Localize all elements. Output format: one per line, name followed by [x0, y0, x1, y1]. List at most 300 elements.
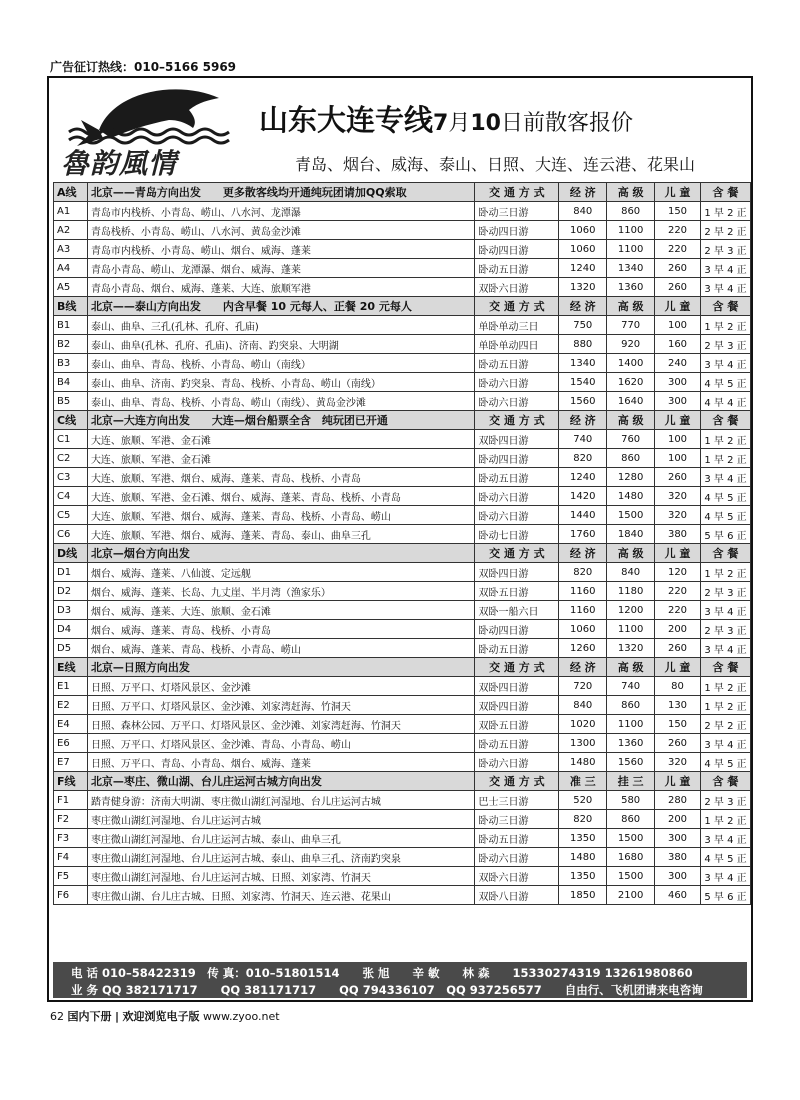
route-itinerary: 日照、森林公园、万平口、灯塔风景区、金沙滩、刘家湾赶海、竹洞天 [87, 715, 475, 734]
route-code: B4 [54, 373, 88, 392]
table-row [54, 278, 751, 297]
meals-included: 3 早 4 正 [700, 259, 750, 278]
price-child: 130 [655, 696, 701, 715]
section-header-row [54, 544, 751, 563]
price-child: 100 [655, 449, 701, 468]
column-header: 准 三 [559, 772, 607, 791]
table-row [54, 563, 751, 582]
meals-included: 4 早 4 正 [700, 392, 750, 411]
table-row [54, 354, 751, 373]
price-child: 260 [655, 734, 701, 753]
meals-included: 1 早 2 正 [700, 449, 750, 468]
table-row [54, 487, 751, 506]
price-economy: 1560 [559, 392, 607, 411]
column-header: 儿 童 [655, 411, 701, 430]
transport-mode: 卧动七日游 [475, 525, 559, 544]
table-row [54, 734, 751, 753]
price-economy: 840 [559, 202, 607, 221]
price-child: 280 [655, 791, 701, 810]
section-header-row [54, 658, 751, 677]
price-premium: 1400 [607, 354, 655, 373]
route-code: F3 [54, 829, 88, 848]
transport-mode: 双卧四日游 [475, 430, 559, 449]
price-premium: 1100 [607, 620, 655, 639]
price-economy: 1240 [559, 259, 607, 278]
table-row [54, 639, 751, 658]
route-code: A1 [54, 202, 88, 221]
transport-mode: 卧动五日游 [475, 354, 559, 373]
column-header: 含 餐 [700, 658, 750, 677]
price-child: 100 [655, 430, 701, 449]
meals-included: 4 早 5 正 [700, 848, 750, 867]
price-child: 200 [655, 810, 701, 829]
column-header: 经 济 [559, 297, 607, 316]
table-row [54, 506, 751, 525]
route-code: C5 [54, 506, 88, 525]
price-premium: 1360 [607, 734, 655, 753]
price-economy: 1350 [559, 867, 607, 886]
column-header: 高 级 [607, 544, 655, 563]
route-itinerary: 枣庄微山湖红河湿地、台儿庄运河古城 [87, 810, 475, 829]
column-header: 儿 童 [655, 297, 701, 316]
section-id: D线 [54, 544, 88, 563]
price-premium: 1100 [607, 221, 655, 240]
route-code: F1 [54, 791, 88, 810]
transport-mode: 巴士三日游 [475, 791, 559, 810]
route-itinerary: 泰山、曲阜、青岛、栈桥、小青岛、崂山（南线）、黄岛金沙滩 [87, 392, 475, 411]
transport-mode: 卧动四日游 [475, 620, 559, 639]
table-row [54, 715, 751, 734]
price-premium: 770 [607, 316, 655, 335]
price-premium: 1840 [607, 525, 655, 544]
price-premium: 1100 [607, 715, 655, 734]
table-row [54, 259, 751, 278]
route-code: D5 [54, 639, 88, 658]
price-child: 80 [655, 677, 701, 696]
transport-mode: 双卧六日游 [475, 278, 559, 297]
transport-mode: 单卧单动四日 [475, 335, 559, 354]
meals-included: 3 早 4 正 [700, 468, 750, 487]
route-itinerary: 大连、旅顺、军港、金石滩、烟台、威海、蓬莱、青岛、栈桥、小青岛 [87, 487, 475, 506]
route-code: C6 [54, 525, 88, 544]
column-header: 儿 童 [655, 544, 701, 563]
section-title: 北京—枣庄、微山湖、台儿庄运河古城方向出发 [87, 772, 475, 791]
table-row [54, 449, 751, 468]
transport-mode: 双卧五日游 [475, 715, 559, 734]
price-premium: 740 [607, 677, 655, 696]
meals-included: 1 早 2 正 [700, 696, 750, 715]
route-itinerary: 日照、万平口、灯塔风景区、金沙滩、刘家湾赶海、竹洞天 [87, 696, 475, 715]
price-child: 320 [655, 753, 701, 772]
column-header: 高 级 [607, 183, 655, 202]
price-child: 300 [655, 373, 701, 392]
column-header: 经 济 [559, 658, 607, 677]
column-header: 经 济 [559, 183, 607, 202]
table-row [54, 696, 751, 715]
meals-included: 1 早 2 正 [700, 430, 750, 449]
column-header: 含 餐 [700, 297, 750, 316]
price-premium: 1320 [607, 639, 655, 658]
route-code: C3 [54, 468, 88, 487]
table-row [54, 392, 751, 411]
route-itinerary: 泰山、曲阜、济南、趵突泉、青岛、栈桥、小青岛、崂山（南线） [87, 373, 475, 392]
column-header: 交 通 方 式 [475, 544, 559, 563]
price-premium: 860 [607, 810, 655, 829]
table-row [54, 791, 751, 810]
meals-included: 2 早 3 正 [700, 240, 750, 259]
price-child: 260 [655, 639, 701, 658]
table-row [54, 468, 751, 487]
price-child: 320 [655, 506, 701, 525]
route-itinerary: 日照、万平口、灯塔风景区、金沙滩 [87, 677, 475, 696]
contact-phone-line: 电 话 010–58422319 传 真：010–51801514 张 旭 辛 敏 林 森 15330274319 13261980860 [71, 966, 693, 980]
route-itinerary: 枣庄微山湖红河湿地、台儿庄运河古城、泰山、曲阜三孔、济南趵突泉 [87, 848, 475, 867]
route-code: E6 [54, 734, 88, 753]
price-child: 300 [655, 829, 701, 848]
route-itinerary: 烟台、威海、蓬莱、青岛、栈桥、小青岛 [87, 620, 475, 639]
column-header: 交 通 方 式 [475, 183, 559, 202]
meals-included: 4 早 5 正 [700, 753, 750, 772]
route-code: B1 [54, 316, 88, 335]
price-economy: 1850 [559, 886, 607, 905]
table-row [54, 829, 751, 848]
column-header: 儿 童 [655, 183, 701, 202]
route-code: D4 [54, 620, 88, 639]
route-code: D1 [54, 563, 88, 582]
price-premium: 840 [607, 563, 655, 582]
destinations-subtitle: 青岛、烟台、威海、泰山、日照、大连、连云港、花果山 [295, 155, 696, 174]
transport-mode: 卧动五日游 [475, 829, 559, 848]
column-header: 儿 童 [655, 772, 701, 791]
route-code: F6 [54, 886, 88, 905]
table-row [54, 886, 751, 905]
price-economy: 1060 [559, 620, 607, 639]
price-child: 260 [655, 259, 701, 278]
route-code: A2 [54, 221, 88, 240]
route-itinerary: 烟台、威海、蓬莱、大连、旅顺、金石滩 [87, 601, 475, 620]
price-economy: 1340 [559, 354, 607, 373]
site-url: www.zyoo.net [203, 1010, 280, 1023]
meals-included: 4 早 5 正 [700, 373, 750, 392]
table-row [54, 753, 751, 772]
route-itinerary: 泰山、曲阜、青岛、栈桥、小青岛、崂山（南线） [87, 354, 475, 373]
meals-included: 3 早 4 正 [700, 829, 750, 848]
price-economy: 1240 [559, 468, 607, 487]
route-code: C4 [54, 487, 88, 506]
price-premium: 1620 [607, 373, 655, 392]
table-row [54, 525, 751, 544]
route-itinerary: 烟台、威海、蓬莱、长岛、九丈崖、半月湾（渔家乐） [87, 582, 475, 601]
price-premium: 1680 [607, 848, 655, 867]
price-economy: 1260 [559, 639, 607, 658]
section-title: 北京——泰山方向出发 内含早餐 10 元每人、正餐 20 元每人 [87, 297, 475, 316]
route-code: E4 [54, 715, 88, 734]
meals-included: 1 早 2 正 [700, 202, 750, 221]
price-child: 460 [655, 886, 701, 905]
price-premium: 1200 [607, 601, 655, 620]
transport-mode: 双卧六日游 [475, 867, 559, 886]
column-header: 挂 三 [607, 772, 655, 791]
price-economy: 1440 [559, 506, 607, 525]
meals-included: 5 早 6 正 [700, 886, 750, 905]
table-row [54, 373, 751, 392]
meals-included: 2 早 3 正 [700, 620, 750, 639]
table-row [54, 221, 751, 240]
section-header-row [54, 183, 751, 202]
route-code: F4 [54, 848, 88, 867]
meals-included: 1 早 2 正 [700, 316, 750, 335]
price-premium: 920 [607, 335, 655, 354]
price-premium: 1500 [607, 506, 655, 525]
table-row [54, 240, 751, 259]
book-name: 国内下册 [67, 1010, 112, 1023]
transport-mode: 卧动四日游 [475, 449, 559, 468]
route-itinerary: 枣庄微山湖红河湿地、台儿庄运河古城、日照、刘家湾、竹洞天 [87, 867, 475, 886]
meals-included: 2 早 2 正 [700, 221, 750, 240]
price-child: 100 [655, 316, 701, 335]
page-title: 山东大连专线7月10日前散客报价 [259, 103, 633, 137]
column-header: 含 餐 [700, 411, 750, 430]
route-code: E1 [54, 677, 88, 696]
price-economy: 1320 [559, 278, 607, 297]
price-premium: 1500 [607, 867, 655, 886]
table-row [54, 677, 751, 696]
column-header: 经 济 [559, 411, 607, 430]
route-code: A4 [54, 259, 88, 278]
route-itinerary: 大连、旅顺、军港、烟台、威海、蓬莱、青岛、栈桥、小青岛、崂山 [87, 506, 475, 525]
route-itinerary: 泰山、曲阜、三孔(孔林、孔府、孔庙) [87, 316, 475, 335]
route-code: E7 [54, 753, 88, 772]
price-premium: 1360 [607, 278, 655, 297]
price-economy: 1540 [559, 373, 607, 392]
route-itinerary: 枣庄微山湖、台儿庄古城、日照、刘家湾、竹洞天、连云港、花果山 [87, 886, 475, 905]
route-itinerary: 烟台、威海、蓬莱、青岛、栈桥、小青岛、崂山 [87, 639, 475, 658]
price-child: 160 [655, 335, 701, 354]
transport-mode: 卧动六日游 [475, 506, 559, 525]
meals-included: 2 早 2 正 [700, 715, 750, 734]
table-row [54, 430, 751, 449]
transport-mode: 卧动五日游 [475, 468, 559, 487]
price-child: 300 [655, 867, 701, 886]
price-child: 380 [655, 848, 701, 867]
price-economy: 720 [559, 677, 607, 696]
meals-included: 4 早 5 正 [700, 487, 750, 506]
route-itinerary: 大连、旅顺、军港、烟台、威海、蓬莱、青岛、栈桥、小青岛 [87, 468, 475, 487]
meals-included: 3 早 4 正 [700, 601, 750, 620]
price-child: 220 [655, 601, 701, 620]
section-title: 北京—日照方向出发 [87, 658, 475, 677]
footer-separator: | [115, 1010, 120, 1023]
table-row [54, 601, 751, 620]
price-child: 380 [655, 525, 701, 544]
meals-included: 3 早 4 正 [700, 278, 750, 297]
transport-mode: 双卧一船六日 [475, 601, 559, 620]
meals-included: 2 早 3 正 [700, 582, 750, 601]
price-premium: 1280 [607, 468, 655, 487]
transport-mode: 卧动六日游 [475, 753, 559, 772]
section-title: 北京—大连方向出发 大连—烟台船票全含 纯玩团已开通 [87, 411, 475, 430]
price-economy: 750 [559, 316, 607, 335]
route-itinerary: 青岛栈桥、小青岛、崂山、八水河、黄岛金沙滩 [87, 221, 475, 240]
ad-hotline: 广告征订热线：010–5166 5969 [50, 60, 237, 74]
column-header: 儿 童 [655, 658, 701, 677]
meals-included: 4 早 5 正 [700, 506, 750, 525]
price-premium: 860 [607, 696, 655, 715]
price-premium: 860 [607, 202, 655, 221]
price-table [53, 182, 751, 905]
route-itinerary: 青岛市内栈桥、小青岛、崂山、八水河、龙潭瀑 [87, 202, 475, 221]
section-id: E线 [54, 658, 88, 677]
price-economy: 1060 [559, 221, 607, 240]
column-header: 高 级 [607, 297, 655, 316]
price-child: 220 [655, 240, 701, 259]
meals-included: 3 早 4 正 [700, 734, 750, 753]
column-header: 交 通 方 式 [475, 658, 559, 677]
section-id: B线 [54, 297, 88, 316]
route-itinerary: 日照、万平口、灯塔风景区、金沙滩、青岛、小青岛、崂山 [87, 734, 475, 753]
table-row [54, 848, 751, 867]
meals-included: 3 早 4 正 [700, 354, 750, 373]
page-number: 62 [50, 1010, 64, 1023]
column-header: 含 餐 [700, 183, 750, 202]
table-row [54, 335, 751, 354]
logo-wordmark: 魯韵風情 [61, 147, 178, 180]
route-code: F5 [54, 867, 88, 886]
price-child: 120 [655, 563, 701, 582]
price-premium: 860 [607, 449, 655, 468]
price-economy: 520 [559, 791, 607, 810]
section-header-row [54, 297, 751, 316]
table-row [54, 202, 751, 221]
price-economy: 1480 [559, 848, 607, 867]
price-child: 320 [655, 487, 701, 506]
price-child: 150 [655, 715, 701, 734]
column-header: 含 餐 [700, 544, 750, 563]
contact-footer [53, 962, 747, 998]
sheet-header [49, 78, 751, 182]
price-sheet [47, 76, 753, 1002]
section-title: 北京——青岛方向出发 更多散客线均开通纯玩团请加QQ索取 [87, 183, 475, 202]
section-header-row [54, 411, 751, 430]
price-premium: 760 [607, 430, 655, 449]
price-economy: 1160 [559, 601, 607, 620]
column-header: 高 级 [607, 411, 655, 430]
price-premium: 1100 [607, 240, 655, 259]
section-title: 北京—烟台方向出发 [87, 544, 475, 563]
price-child: 240 [655, 354, 701, 373]
price-child: 150 [655, 202, 701, 221]
column-header: 交 通 方 式 [475, 297, 559, 316]
price-premium: 1560 [607, 753, 655, 772]
price-child: 200 [655, 620, 701, 639]
transport-mode: 卧动六日游 [475, 487, 559, 506]
price-economy: 1300 [559, 734, 607, 753]
table-row [54, 867, 751, 886]
page-footer [50, 1008, 280, 1024]
transport-mode: 双卧四日游 [475, 563, 559, 582]
price-economy: 820 [559, 563, 607, 582]
section-id: A线 [54, 183, 88, 202]
route-itinerary: 日照、万平口、青岛、小青岛、烟台、威海、蓬莱 [87, 753, 475, 772]
route-code: E2 [54, 696, 88, 715]
section-id: C线 [54, 411, 88, 430]
section-id: F线 [54, 772, 88, 791]
route-itinerary: 大连、旅顺、军港、烟台、威海、蓬莱、青岛、泰山、曲阜三孔 [87, 525, 475, 544]
transport-mode: 双卧八日游 [475, 886, 559, 905]
transport-mode: 卧动三日游 [475, 810, 559, 829]
route-itinerary: 泰山、曲阜(孔林、孔府、孔庙)、济南、趵突泉、大明湖 [87, 335, 475, 354]
price-economy: 880 [559, 335, 607, 354]
meals-included: 5 早 6 正 [700, 525, 750, 544]
route-code: B3 [54, 354, 88, 373]
route-itinerary: 青岛小青岛、烟台、威海、蓬莱、大连、旅顺军港 [87, 278, 475, 297]
price-premium: 1640 [607, 392, 655, 411]
price-premium: 1500 [607, 829, 655, 848]
price-premium: 1180 [607, 582, 655, 601]
route-code: C1 [54, 430, 88, 449]
route-code: A3 [54, 240, 88, 259]
route-itinerary: 踏青健身游：济南大明湖、枣庄微山湖红河湿地、台儿庄运河古城 [87, 791, 475, 810]
meals-included: 3 早 4 正 [700, 639, 750, 658]
transport-mode: 双卧四日游 [475, 677, 559, 696]
table-row [54, 316, 751, 335]
transport-mode: 卧动五日游 [475, 259, 559, 278]
table-row [54, 810, 751, 829]
route-itinerary: 烟台、威海、蓬莱、八仙渡、定远舰 [87, 563, 475, 582]
route-code: A5 [54, 278, 88, 297]
route-itinerary: 大连、旅顺、军港、金石滩 [87, 430, 475, 449]
route-code: D2 [54, 582, 88, 601]
price-child: 220 [655, 221, 701, 240]
route-code: B5 [54, 392, 88, 411]
price-economy: 1020 [559, 715, 607, 734]
price-economy: 820 [559, 810, 607, 829]
price-premium: 1480 [607, 487, 655, 506]
route-itinerary: 枣庄微山湖红河湿地、台儿庄运河古城、泰山、曲阜三孔 [87, 829, 475, 848]
transport-mode: 双卧四日游 [475, 696, 559, 715]
column-header: 含 餐 [700, 772, 750, 791]
price-child: 260 [655, 468, 701, 487]
route-itinerary: 青岛小青岛、崂山、龙潭瀑、烟台、威海、蓬莱 [87, 259, 475, 278]
route-code: B2 [54, 335, 88, 354]
column-header: 经 济 [559, 544, 607, 563]
transport-mode: 卧动三日游 [475, 202, 559, 221]
column-header: 交 通 方 式 [475, 411, 559, 430]
transport-mode: 卧动四日游 [475, 221, 559, 240]
meals-included: 1 早 2 正 [700, 810, 750, 829]
price-child: 260 [655, 278, 701, 297]
price-child: 220 [655, 582, 701, 601]
ebook-invite: 欢迎浏览电子版 [122, 1010, 200, 1023]
section-header-row [54, 772, 751, 791]
transport-mode: 卧动六日游 [475, 373, 559, 392]
transport-mode: 卧动六日游 [475, 392, 559, 411]
column-header: 高 级 [607, 658, 655, 677]
table-row [54, 582, 751, 601]
price-economy: 840 [559, 696, 607, 715]
price-economy: 1160 [559, 582, 607, 601]
column-header: 交 通 方 式 [475, 772, 559, 791]
meals-included: 3 早 4 正 [700, 867, 750, 886]
meals-included: 1 早 2 正 [700, 563, 750, 582]
route-code: F2 [54, 810, 88, 829]
meals-included: 1 早 2 正 [700, 677, 750, 696]
price-economy: 1420 [559, 487, 607, 506]
price-economy: 1060 [559, 240, 607, 259]
price-child: 300 [655, 392, 701, 411]
price-premium: 2100 [607, 886, 655, 905]
price-economy: 820 [559, 449, 607, 468]
